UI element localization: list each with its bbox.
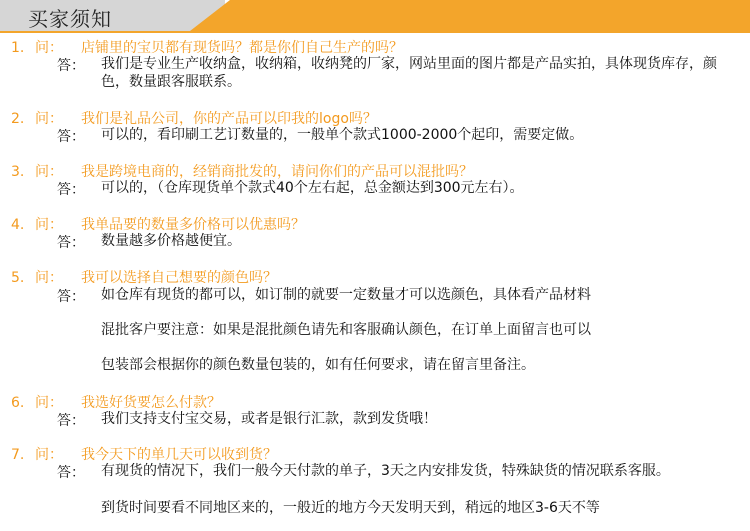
question-number: 4.	[11, 217, 25, 233]
question	[11, 37, 403, 57]
question-text: 我们是礼品公司，你的产品可以印我的logo吗？	[81, 111, 377, 127]
question-text: 我单品要的数量多价格可以优惠吗？	[81, 217, 305, 233]
answer-label: 答：	[57, 465, 85, 481]
header-bar	[0, 0, 750, 34]
question-text: 店铺里的宝贝都有现货吗？都是你们自己生产的吗？	[81, 40, 403, 56]
answer-text: 可以的，看印刷工艺订数量的，一般单个款式1000-2000个起印，需要定做。	[101, 127, 584, 143]
answer-text: 可以的，（仓库现货单个款式40个左右起，总金额达到300元左右）。	[101, 180, 524, 196]
answer-text-line-1: 有现货的情况下，我们一般今天付款的单子，3天之内安排发货，特殊缺货的情况联系客服。	[101, 463, 670, 479]
answer-text-line-1: 如仓库有现货的都可以，如订制的就要一定数量才可以选颜色，具体看产品材料	[101, 287, 591, 303]
question	[11, 392, 221, 412]
question-label: 问：	[35, 270, 63, 286]
question-label: 问：	[35, 40, 63, 56]
answer-text-line-2: 到货时间要看不同地区来的，一般近的地方今天发明天到，稍远的地区3-6天不等	[101, 500, 600, 516]
answer-label: 答：	[57, 289, 85, 305]
question-text: 我是跨境电商的，经销商批发的，请问你们的产品可以混批吗？	[81, 164, 473, 180]
answer-text: 我们是专业生产收纳盒，收纳箱，收纳凳的厂家，网站里面的图片都是产品实拍，具体现货库存，颜色，数量跟客服联系。	[101, 56, 717, 90]
answer-text-line-3: 包装部会根据你的颜色数量包装的，如有任何要求，请在留言里备注。	[101, 357, 535, 373]
question-label: 问：	[35, 111, 63, 127]
page-title: 买家须知	[28, 7, 112, 31]
question-text: 我可以选择自己想要的颜色吗？	[81, 270, 277, 286]
question	[11, 267, 277, 287]
answer-label: 答：	[57, 235, 85, 251]
question-label: 问：	[35, 164, 63, 180]
question-number: 1.	[11, 40, 25, 56]
answer-text: 我们支持支付宝交易，或者是银行汇款，款到发货哦！	[101, 411, 437, 427]
answer-label: 答：	[57, 413, 85, 429]
question-text: 我今天下的单几天可以收到货？	[81, 447, 277, 463]
question	[11, 214, 305, 234]
header-underline	[0, 31, 750, 33]
question-number: 7.	[11, 447, 25, 463]
question-label: 问：	[35, 395, 63, 411]
answer-text-line-2: 混批客户要注意：如果是混批颜色请先和客服确认颜色，在订单上面留言也可以	[101, 322, 591, 338]
question-number: 6.	[11, 395, 25, 411]
answer-label: 答：	[57, 129, 85, 145]
question-label: 问：	[35, 447, 63, 463]
question	[11, 444, 277, 464]
question-text: 我选好货要怎么付款？	[81, 395, 221, 411]
answer-label: 答：	[57, 182, 85, 198]
question-number: 2.	[11, 111, 25, 127]
answer-label: 答：	[57, 58, 85, 74]
question	[11, 108, 377, 128]
answer-text: 数量越多价格越便宜。	[101, 233, 241, 249]
header-orange-block	[190, 0, 750, 31]
question-number: 5.	[11, 270, 25, 286]
question	[11, 161, 473, 181]
question-label: 问：	[35, 217, 63, 233]
question-number: 3.	[11, 164, 25, 180]
